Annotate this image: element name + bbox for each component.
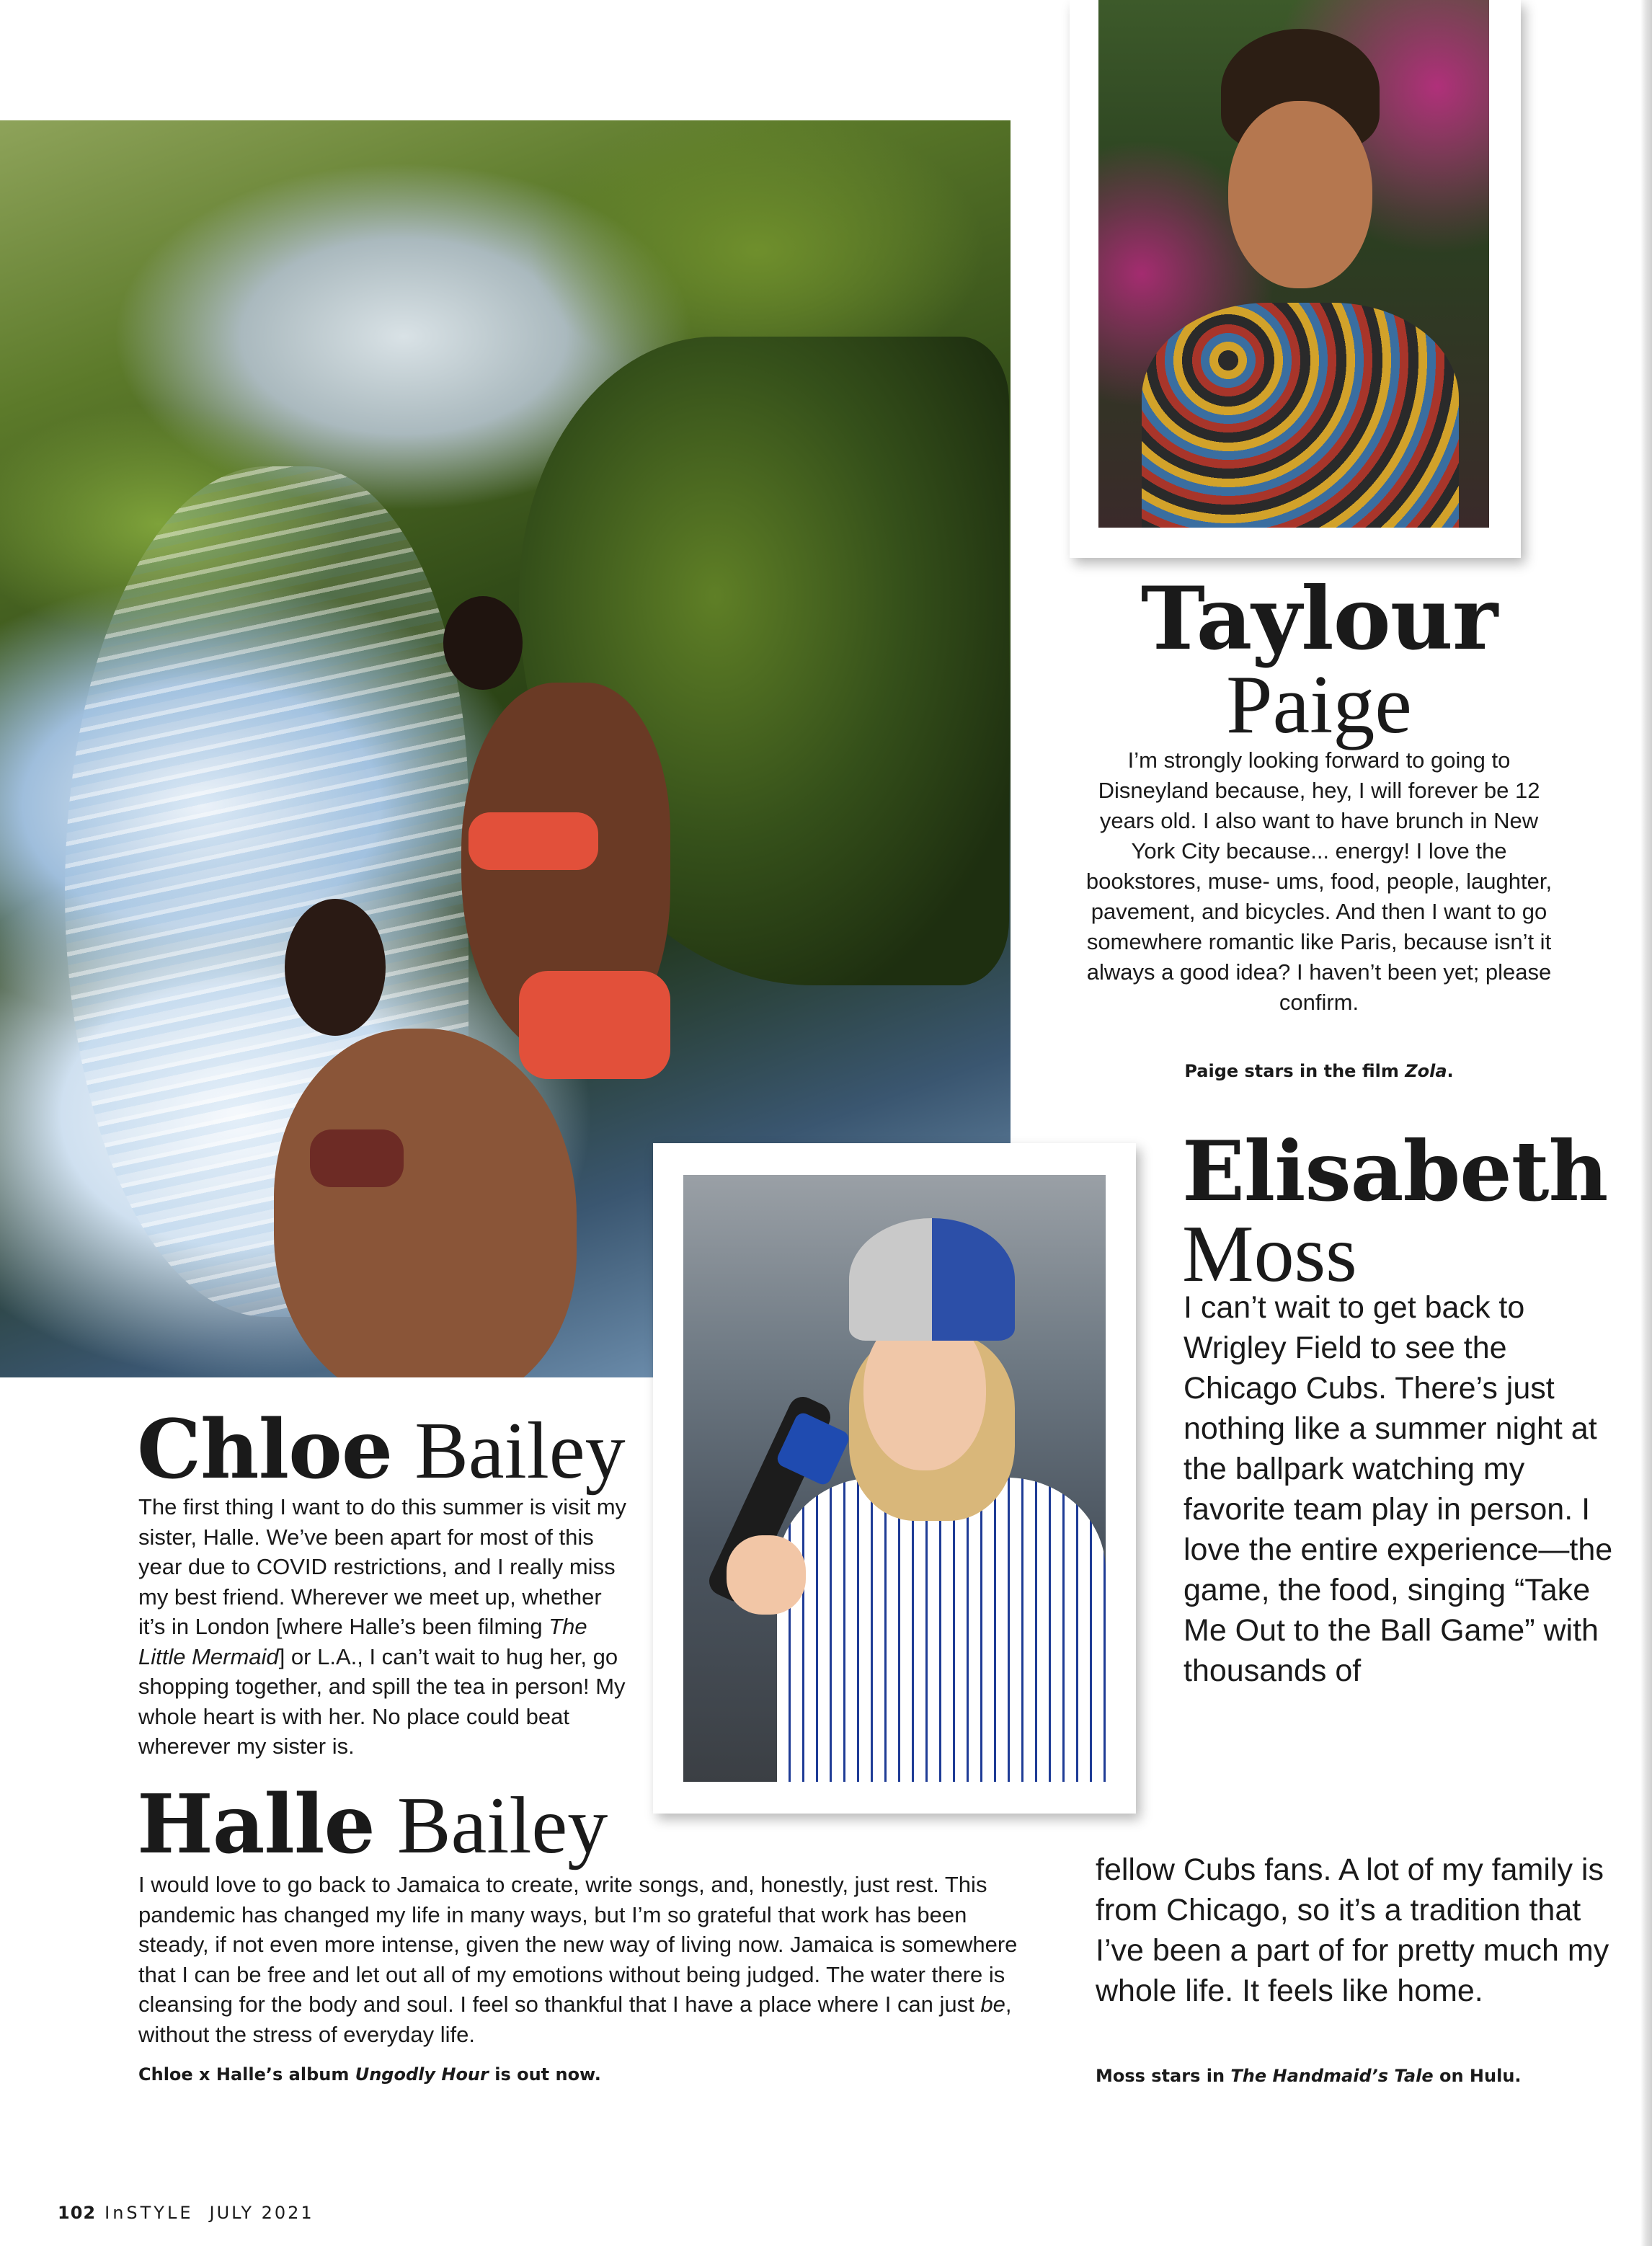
paige-first-name: Taylour xyxy=(1140,568,1498,670)
magazine-brand: InSTYLE xyxy=(105,2203,194,2223)
chloe-first-name: Chloe xyxy=(137,1403,393,1497)
halle-name-heading xyxy=(137,1777,656,1872)
halle-quote xyxy=(138,1870,1018,2049)
photo-chloe-head xyxy=(285,899,386,1036)
quote-text: I would love to go back to Jamaica to create, write songs, and, honestly, just rest. This pandemic has changed my life in many ways, but I’m so grateful that work has been steady, if not even more intense, given the new way of living now. Jamaica is somewhere that I can be free and let out all of my emotions without being judged. The water there is cleansing for the body and soul. I feel so thankful that I have a place where I can just xyxy=(138,1872,1018,2017)
photo-halle-head xyxy=(443,596,523,690)
moss-first-name: Elisabeth xyxy=(1182,1123,1608,1220)
paige-name-heading xyxy=(1096,568,1542,751)
moss-last-name: Moss xyxy=(1182,1209,1357,1299)
credit-text: Moss stars in xyxy=(1096,2066,1231,2086)
moss-quote-part-2: fellow Cubs fans. A lot of my family is from Chicago, so it’s a tradition that I’ve been a part of for pretty much my whole life. It feels like home. xyxy=(1096,1852,1609,2008)
page-edge-shadow xyxy=(1640,0,1652,2246)
moss-quote-part-1: I can’t wait to get back to Wrigley Field to see the Chicago Cubs. There’s just nothing like a summer night at the ballpark watching my favorite team play in person. I love the entire experience—the game, the food, singing “Take Me Out to the Ball Game” with thousands of xyxy=(1184,1290,1613,1688)
paige-quote: I’m strongly looking forward to going to Disneyland because, hey, I will forever be 12 years old. I also want to have brunch in New York City because... energy! I love the bookstores, muse- ums, food, people, laughter, pavement, and bicycles. And then I want to go somewhere romantic like Paris, because isn’t it always a good idea? I haven’t been yet; please confirm. xyxy=(1085,747,1553,1015)
photo-moss-jersey xyxy=(777,1478,1106,1782)
quote-text: , without the stress of everyday life. xyxy=(138,1992,1012,2047)
credit-text: Paige stars in the film xyxy=(1184,1061,1405,1081)
halle-credit xyxy=(138,2064,1003,2085)
credit-title: Ungodly Hour xyxy=(355,2064,489,2085)
credit-text: . xyxy=(1447,1061,1454,1081)
photo-moss-hand xyxy=(727,1535,806,1615)
halle-last-name: Bailey xyxy=(396,1781,608,1870)
credit-text: Chloe x Halle’s album xyxy=(138,2064,355,2085)
quote-title: The Little Mermaid xyxy=(138,1614,587,1669)
credit-text: on Hulu. xyxy=(1433,2066,1522,2086)
page-folio xyxy=(58,2203,314,2223)
credit-text: is out now. xyxy=(488,2064,601,2085)
photo-moss-cap xyxy=(849,1218,1015,1341)
halle-first-name: Halle xyxy=(137,1777,375,1872)
photo-paige-shirt xyxy=(1142,303,1459,528)
chloe-name-heading xyxy=(137,1403,656,1497)
paige-credit xyxy=(1081,1061,1557,1081)
moss-credit xyxy=(1096,2066,1615,2086)
paige-last-name: Paige xyxy=(1226,659,1412,751)
quote-text: ] or L.A., I can’t wait to hug her, go shopping together, and spill the tea in person! My whole heart is with her. No place could beat wherever my sister is. xyxy=(138,1643,626,1759)
chloe-last-name: Bailey xyxy=(414,1406,626,1496)
photo-halle-swimsuit-bottom xyxy=(519,971,670,1079)
photo-chloe-figure xyxy=(274,1029,577,1377)
chloe-quote xyxy=(138,1492,629,1762)
photo-paige-face xyxy=(1228,101,1372,288)
moss-photo xyxy=(683,1175,1106,1782)
moss-name-heading xyxy=(1182,1123,1643,1299)
issue-date: JULY 2021 xyxy=(209,2203,314,2223)
quote-text: The first thing I want to do this summer is visit my sister, Halle. We’ve been apart for most of this year due to COVID restrictions, and I really miss my best friend. Wherever we meet up, whether it’s in London [where Halle’s been filming xyxy=(138,1494,627,1639)
page-number: 102 xyxy=(58,2203,97,2223)
quote-emphasis: be xyxy=(980,1992,1005,2017)
photo-halle-swimsuit-top xyxy=(468,812,598,870)
credit-title: Zola xyxy=(1405,1061,1447,1081)
paige-photo xyxy=(1098,0,1489,528)
credit-title: The Handmaid’s Tale xyxy=(1230,2066,1434,2086)
photo-chloe-swimsuit xyxy=(310,1129,404,1187)
